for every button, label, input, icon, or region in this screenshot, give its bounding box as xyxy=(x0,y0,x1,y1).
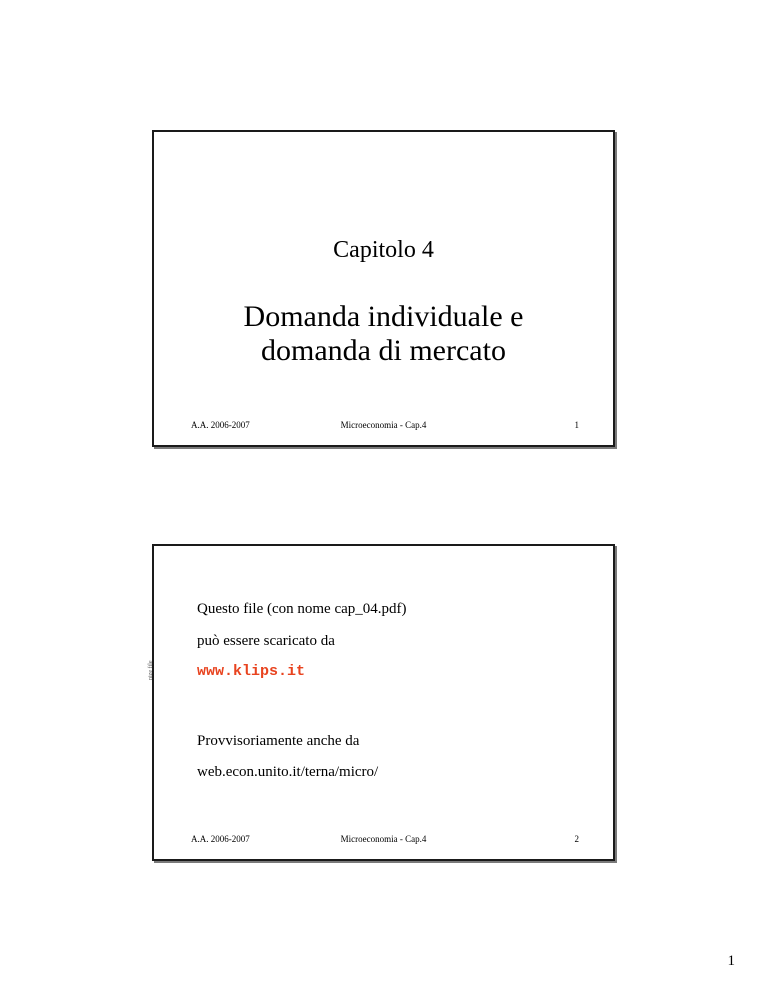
footer-academic-year: A.A. 2006-2007 xyxy=(191,834,250,844)
side-label: nize file xyxy=(148,660,154,680)
body-line-download: può essere scaricato da xyxy=(197,633,335,649)
slide-1 xyxy=(152,130,615,447)
footer-course: Microeconomia - Cap.4 xyxy=(340,834,427,844)
footer-slide-number: 2 xyxy=(574,834,579,844)
slide-title-line-2: domanda di mercato xyxy=(261,334,506,367)
slide-title xyxy=(154,300,613,368)
chapter-heading: Capitolo 4 xyxy=(333,237,434,263)
body-line-filename: Questo file (con nome cap_04.pdf) xyxy=(197,601,407,617)
body-line-alternative: Provvisoriamente anche da xyxy=(197,733,360,749)
body-line-url: web.econ.unito.it/terna/micro/ xyxy=(197,764,379,780)
slide-title-line-1: Domanda individuale e xyxy=(243,300,524,333)
slide-2 xyxy=(152,544,615,861)
footer-course: Microeconomia - Cap.4 xyxy=(340,420,427,430)
page-number: 1 xyxy=(727,953,735,969)
footer-slide-number: 1 xyxy=(574,420,579,430)
klips-link[interactable]: www.klips.it xyxy=(197,663,306,680)
footer-academic-year: A.A. 2006-2007 xyxy=(191,420,250,430)
